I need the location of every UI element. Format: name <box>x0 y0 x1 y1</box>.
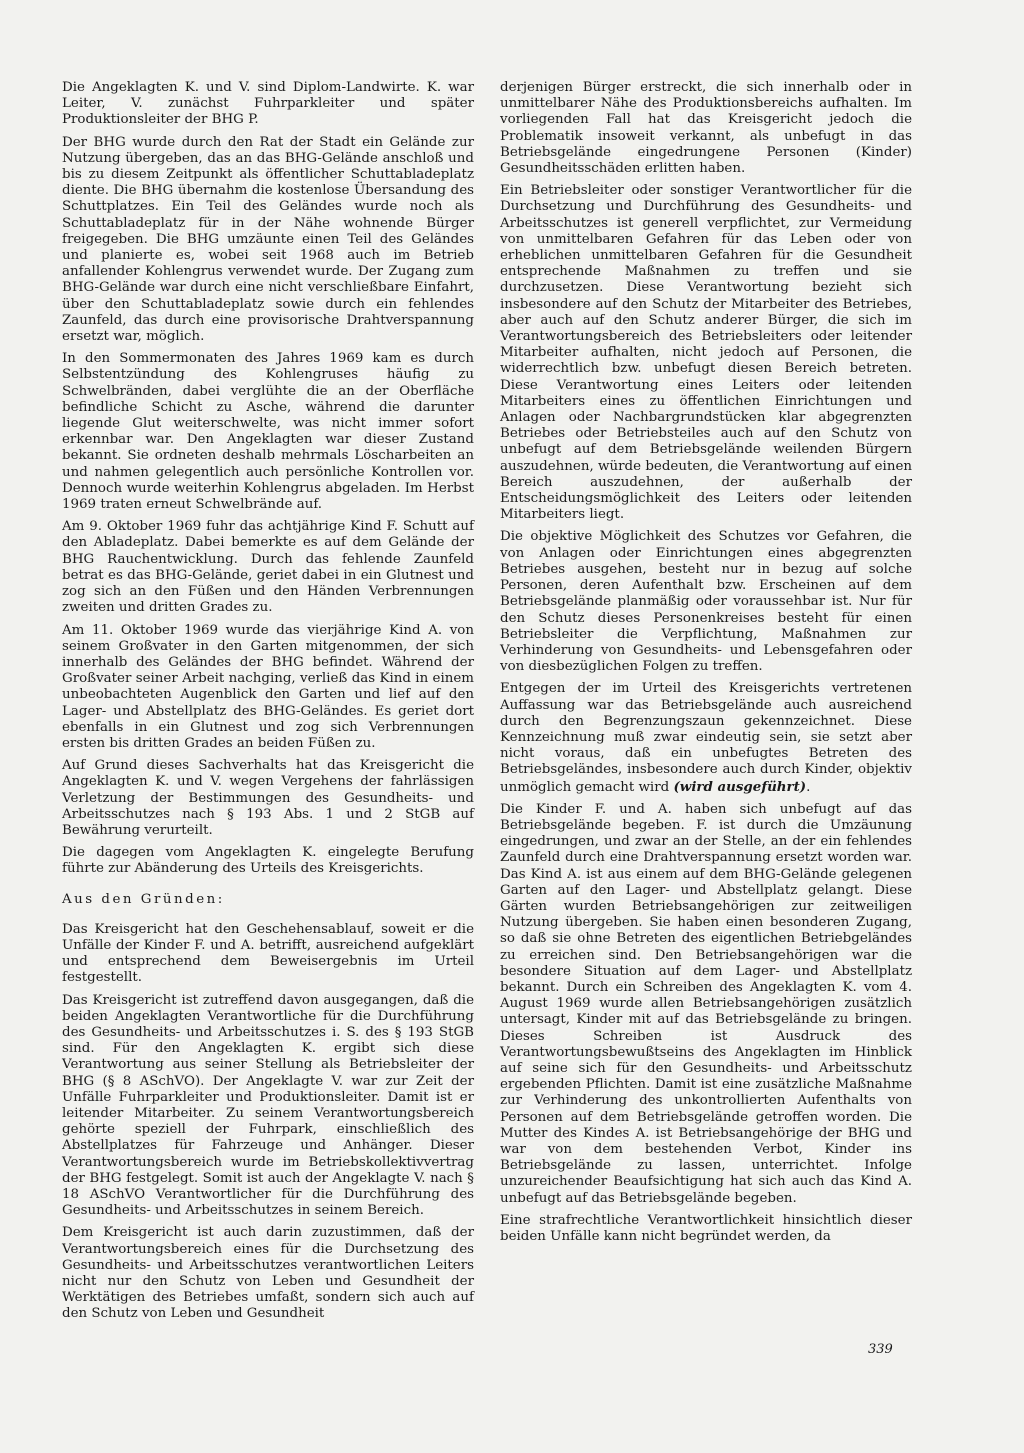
paragraph: Der BHG wurde durch den Rat der Stadt ein Gelände zur Nutzung übergeben, das an das BHG-Gelände anschloß und bis zu diesem Zeitpunkt als öffentlicher Schuttabladeplatz diente. Die BHG übernahm die kostenlose Übersandung des Schuttplatzes. Ein Teil des Geländes wurde noch als Schuttabladeplatz für in der Nähe wohnende Bürger freigegeben. Die BHG umzäunte einen Teil des Geländes und planierte es, wobei seit 1968 auch im Betrieb anfallender Kohlengrus verwendet wurde. Der Zugang zum BHG-Gelände war durch eine nicht verschließbare Einfahrt, über den Schuttabladeplatz sowie durch ein fehlendes Zaunfeld, das durch eine provisorische Drahtverspannung ersetzt war, möglich. <box>62 134 474 345</box>
paragraph: Am 11. Oktober 1969 wurde das vierjährige Kind A. von seinem Großvater in den Garten mitgenommen, der sich innerhalb des Geländes der BHG befindet. Während der Großvater seiner Arbeit nachging, verließ das Kind in einem unbeobachteten Augenblick den Garten und lief auf den Lager- und Abstellplatz des BHG-Geländes. Es geriet dort ebenfalls in ein Glutnest und zog sich Verbrennungen ersten bis dritten Grades an beiden Füßen zu. <box>62 622 474 751</box>
paragraph: Die Angeklagten K. und V. sind Diplom-Landwirte. K. war Leiter, V. zunächst Fuhrparkleiter und später Produktionsleiter der BHG P. <box>62 80 474 128</box>
paragraph: Das Kreisgericht hat den Geschehensablauf, soweit er die Unfälle der Kinder F. und A. betrifft, ausreichend aufgeklärt und entsprechend dem Beweisergebnis im Urteil festgestellt. <box>62 921 474 986</box>
paragraph: Entgegen der im Urteil des Kreisgerichts vertretenen Auffassung war das Betriebsgelände auch ausreichend durch den Begrenzungszaun gekennzeichnet. Diese Kennzeichnung muß zwar eindeutig sein, sie setzt aber nicht voraus, daß ein unbefugtes Betreten des Betriebsgeländes, insbesondere auch durch Kinder, objektiv unmöglich gemacht wird (wird ausgeführt). <box>500 681 912 795</box>
paragraph: Die objektive Möglichkeit des Schutzes vor Gefahren, die von Anlagen oder Einrichtungen eines abgegrenzten Betriebes ausgehen, besteht nur in bezug auf solche Personen, deren Aufenthalt bzw. Erscheinen auf dem Betriebsgelände planmäßig oder voraussehbar ist. Nur für den Schutz dieses Personenkreises besteht für einen Betriebsleiter die Verpflichtung, Maßnahmen zur Verhinderung von Gesundheits- und Lebensgefahren oder von diesbezüglichen Folgen zu treffen. <box>500 529 912 675</box>
page-number: 339 <box>868 1342 893 1357</box>
paragraph: Auf Grund dieses Sachverhalts hat das Kreisgericht die Angeklagten K. und V. wegen Vergehens der fahrlässigen Verletzung der Bestimmungen des Gesundheits- und Arbeitsschutzes nach § 193 Abs. 1 und 2 StGB auf Bewährung verurteilt. <box>62 758 474 838</box>
right-column <box>500 80 912 1251</box>
section-heading: Aus den Gründen: <box>62 891 225 907</box>
paragraph: Eine strafrechtliche Verantwortlichkeit hinsichtlich dieser beiden Unfälle kann nicht begründet werden, da <box>500 1212 912 1245</box>
paragraph: Die dagegen vom Angeklagten K. eingelegte Berufung führte zur Abänderung des Urteils des Kreisgerichts. <box>62 845 474 877</box>
paragraph: Das Kreisgericht ist zutreffend davon ausgegangen, daß die beiden Angeklagten Verantwortliche für die Durchführung des Gesundheits- und Arbeitsschutzes i. S. des § 193 StGB sind. Für den Angeklagten K. ergibt sich diese Verantwortung aus seiner Stellung als Betriebsleiter der BHG (§ 8 ASchVO). Der Angeklagte V. war zur Zeit der Unfälle Fuhrparkleiter und Produktionsleiter. Damit ist er leitender Mitarbeiter. Zu seinem Verantwortungsbereich gehörte speziell der Fuhrpark, einschließlich des Abstellplatzes für Fahrzeuge und Anhänger. Dieser Verantwortungsbereich wurde im Betriebskollektivvertrag der BHG festgelegt. Somit ist auch der Angeklagte V. nach § 18 ASchVO Verantwortlicher für die Durchführung des Gesundheits- und Arbeitsschutzes in seinem Bereich. <box>62 992 474 1219</box>
paragraph: Am 9. Oktober 1969 fuhr das achtjährige Kind F. Schutt auf den Abladeplatz. Dabei bemerkte es auf dem Gelände der BHG Rauchentwicklung. Durch das fehlende Zaunfeld betrat es das BHG-Gelände, geriet dabei in ein Glutnest und zog sich an den Füßen und den Händen Verbrennungen zweiten und dritten Grades zu. <box>62 519 474 616</box>
paragraph: Ein Betriebsleiter oder sonstiger Verantwortlicher für die Durchsetzung und Durchführung des Gesundheits- und Arbeitsschutzes ist generell verpflichtet, zur Vermeidung von unmittelbaren Gefahren für das Leben oder von erheblichen unmittelbaren Gefahren für die Gesundheit entsprechende Maßnahmen zu treffen und sie durchzusetzen. Diese Verantwortung bezieht sich insbesondere auf den Schutz der Mitarbeiter des Betriebes, aber auch auf den Schutz anderer Bürger, die sich im Verantwortungsbereich des Betriebsleiters oder leitender Mitarbeiter aufhalten, nicht jedoch auf Personen, die widerrechtlich bzw. unbefugt diesen Bereich betreten. Diese Verantwortung eines Leiters oder leitenden Mitarbeiters eines zu öffentlichen Einrichtungen und Anlagen oder Nachbargrundstücken klar abgegrenzten Betriebes oder Betriebsteiles auch auf den Schutz von unbefugt auf dem Betriebsgelände weilenden Bürgern auszudehnen, würde bedeuten, die Verantwortung auf einen Bereich auszudehnen, der außerhalb der Entscheidungsmöglichkeit des Leiters oder leitenden Mitarbeiters liegt. <box>500 183 912 523</box>
paragraph: In den Sommermonaten des Jahres 1969 kam es durch Selbstentzündung des Kohlengruses häufig zu Schwelbränden, dabei verglühte die an der Oberfläche befindliche Schicht zu Asche, während die darunter liegende Glut weiterschwelte, was nicht immer sofort erkennbar war. Den Angeklagten war dieser Zustand bekannt. Sie ordneten deshalb mehrmals Löscharbeiten an und nahmen gelegentlich auch persönliche Kontrollen vor. Dennoch wurde weiterhin Kohlengrus abgeladen. Im Herbst 1969 traten erneut Schwelbrände auf. <box>62 351 474 513</box>
paragraph: Dem Kreisgericht ist auch darin zuzustimmen, daß der Verantwortungsbereich eines für die Durchsetzung des Gesundheits- und Arbeitsschutzes verantwortlichen Leiters nicht nur den Schutz von Leben und Gesundheit der Werktätigen des Betriebes umfaßt, sondern sich auch auf den Schutz von Leben und Gesundheit <box>62 1225 474 1322</box>
left-column <box>62 80 474 1329</box>
paragraph: derjenigen Bürger erstreckt, die sich innerhalb oder in unmittelbarer Nähe des Produktionsbereichs aufhalten. Im vorliegenden Fall hat das Kreisgericht jedoch die Problematik insoweit verkannt, als unbefugt in das Betriebsgelände eingedrungene Personen (Kinder) Gesundheitsschäden erlitten haben. <box>500 80 912 177</box>
paragraph: Die Kinder F. und A. haben sich unbefugt auf das Betriebsgelände begeben. F. ist durch die Umzäunung eingedrungen, und zwar an der Stelle, an der ein fehlendes Zaunfeld durch eine Drahtverspannung ersetzt worden war. Das Kind A. ist aus einem auf dem BHG-Gelände gelegenen Garten auf den Lager- und Abstellplatz gelangt. Diese Gärten wurden Betriebsangehörigen zur zeitweiligen Nutzung übergeben. Sie haben einen besonderen Zugang, so daß sie ohne Betreten des eigentlichen Betriebgeländes zu erreichen sind. Den Betriebsangehörigen war die besondere Situation auf dem Lager- und Abstellplatz bekannt. Durch ein Schreiben des Angeklagten K. vom 4. August 1969 wurde allen Betriebsangehörigen zusätzlich untersagt, Kinder mit auf das Betriebsgelände zu bringen. Dieses Schreiben ist Ausdruck des Verantwortungsbewußtseins des Angeklagten im Hinblick auf seine sich für den Gesundheits- und Arbeitsschutz ergebenden Pflichten. Damit ist eine zusätzliche Maßnahme zur Verhinderung des unkontrollierten Aufenthalts von Personen auf dem Betriebsgelände getroffen worden. Die Mutter des Kindes A. ist Betriebsangehörige der BHG und war von dem bestehenden Verbot, Kinder ins Betriebsgelände zu lassen, unterrichtet. Infolge unzureichender Beaufsichtigung hat sich auch das Kind A. unbefugt auf das Betriebsgelände begeben. <box>500 801 912 1206</box>
